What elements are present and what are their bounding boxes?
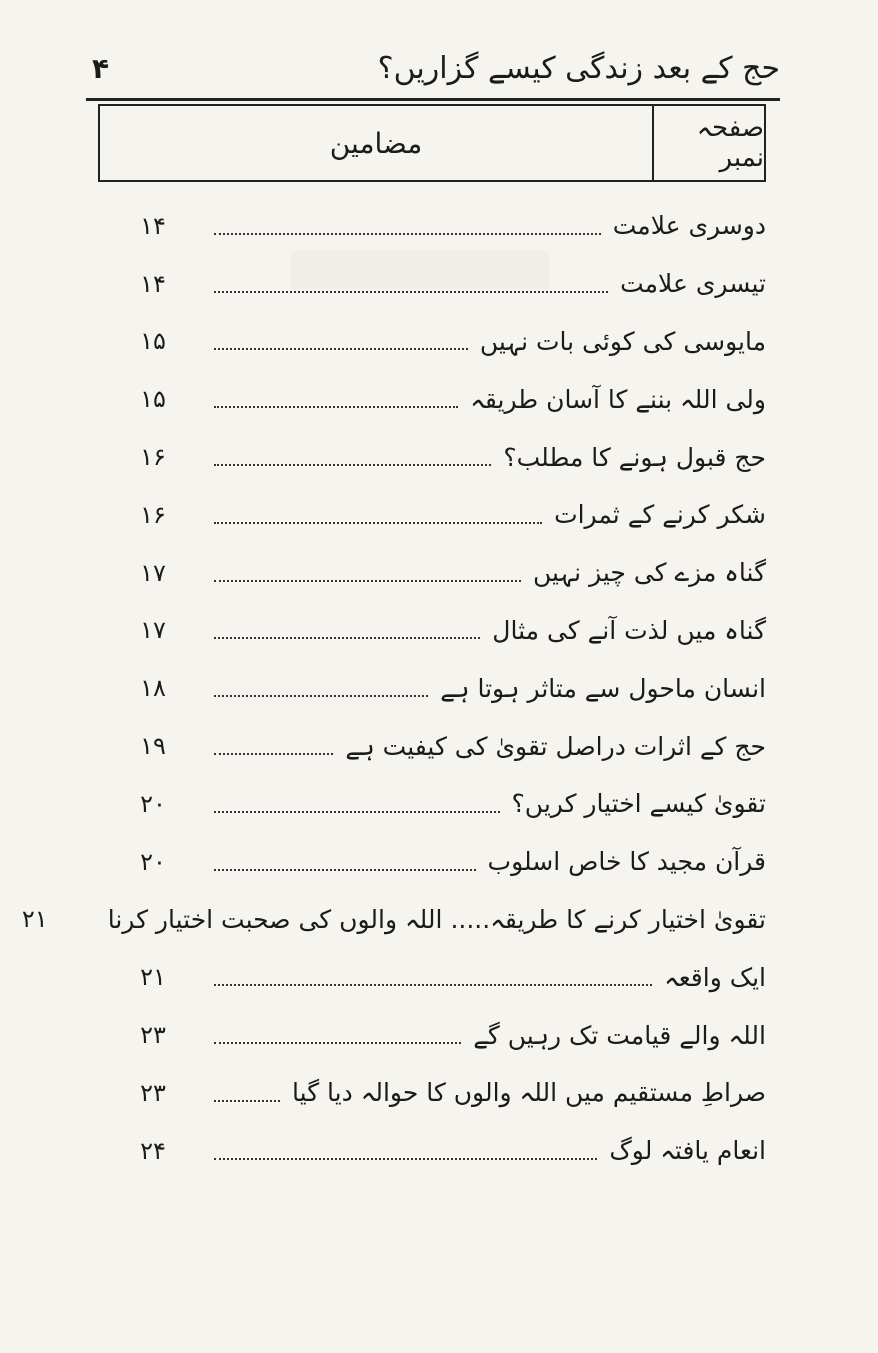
entry-page-number: ۲۱ (21, 905, 48, 934)
toc-header (98, 104, 766, 182)
toc-list (21, 197, 766, 1180)
entry-page-number: ۱۴ (140, 269, 166, 298)
entry-title: قرآن مجید کا خاص اسلوب (487, 847, 766, 877)
dot-leader (214, 291, 608, 293)
toc-entry (98, 659, 766, 717)
dot-leader (214, 637, 480, 639)
toc-entry (98, 775, 766, 833)
entry-title: شکر کرنے کے ثمرات (554, 500, 766, 530)
subjects-header: مضامین (329, 126, 423, 160)
dot-leader (214, 1158, 597, 1160)
toc-entry (98, 255, 766, 313)
entry-page-number: ۱۴ (140, 211, 166, 240)
toc-entry (98, 313, 766, 371)
dot-leader (214, 1042, 461, 1044)
toc-entry (98, 717, 766, 775)
entry-title: مایوسی کی کوئی بات نہیں (479, 326, 766, 356)
dot-leader (214, 753, 333, 755)
entry-title: تقویٰ اختیار کرنے کا طریقہ..... اللہ والوں کی صحبت اختیار کرنا (107, 904, 766, 934)
dot-leader (214, 695, 428, 697)
dot-leader (214, 522, 542, 524)
entry-title: دوسری علامت (612, 211, 766, 241)
entry-page-number: ۲۰ (140, 789, 166, 818)
book-title: حج کے بعد زندگی کیسے گزاریں؟ (377, 50, 780, 86)
page-number: ۴ (92, 51, 110, 85)
dot-leader (214, 406, 458, 408)
dot-leader (214, 464, 491, 466)
entry-title: گناہ مزے کی چیز نہیں (532, 558, 766, 588)
toc-entry (98, 1064, 766, 1122)
toc-entry (98, 948, 766, 1006)
entry-page-number: ۲۱ (140, 963, 166, 992)
dot-leader (214, 348, 468, 350)
toc-entry (98, 544, 766, 602)
toc-entry (98, 428, 766, 486)
entry-title: تیسری علامت (620, 269, 766, 299)
toc-entry (98, 833, 766, 891)
toc-entry (98, 370, 766, 428)
entry-page-number: ۱۶ (140, 443, 166, 472)
entry-page-number: ۱۷ (140, 558, 166, 587)
entry-title: تقویٰ کیسے اختیار کریں؟ (511, 789, 766, 819)
dot-leader (214, 984, 652, 986)
entry-page-number: ۱۶ (140, 500, 166, 529)
entry-title: صراطِ مستقیم میں اللہ والوں کا حوالہ دیا گیا (292, 1078, 766, 1108)
dot-leader (214, 811, 500, 813)
toc-entry (98, 486, 766, 544)
toc-entry (98, 197, 766, 255)
running-head (92, 44, 780, 92)
entry-page-number: ۲۳ (140, 1078, 166, 1107)
page-no-header: صفحہ نمبر (652, 106, 764, 180)
entry-page-number: ۱۹ (140, 732, 166, 761)
entry-title: حج کے اثرات دراصل تقویٰ کی کیفیت ہے (345, 731, 766, 761)
dot-leader (214, 869, 476, 871)
entry-page-number: ۱۵ (140, 327, 166, 356)
entry-title: اللہ والے قیامت تک رہیں گے (473, 1020, 766, 1050)
dot-leader (214, 233, 601, 235)
dot-leader (214, 1100, 280, 1102)
entry-title: گناہ میں لذت آنے کی مثال (492, 615, 766, 645)
entry-title: ولی اللہ بننے کا آسان طریقہ (470, 384, 766, 414)
entry-page-number: ۲۴ (140, 1136, 166, 1165)
dot-leader (214, 580, 521, 582)
entry-page-number: ۱۵ (140, 385, 166, 414)
entry-title: حج قبول ہونے کا مطلب؟ (503, 442, 766, 472)
entry-page-number: ۱۷ (140, 616, 166, 645)
header-rule (86, 98, 780, 101)
entry-page-number: ۲۰ (140, 847, 166, 876)
entry-page-number: ۱۸ (140, 674, 166, 703)
toc-entry (21, 891, 766, 949)
entry-title: انعام یافتہ لوگ (609, 1136, 766, 1166)
entry-title: ایک واقعہ (664, 962, 766, 992)
toc-entry (98, 1122, 766, 1180)
entry-page-number: ۲۳ (140, 1021, 166, 1050)
entry-title: انسان ماحول سے متاثر ہوتا ہے (440, 673, 766, 703)
toc-entry (98, 1006, 766, 1064)
toc-entry (98, 602, 766, 660)
